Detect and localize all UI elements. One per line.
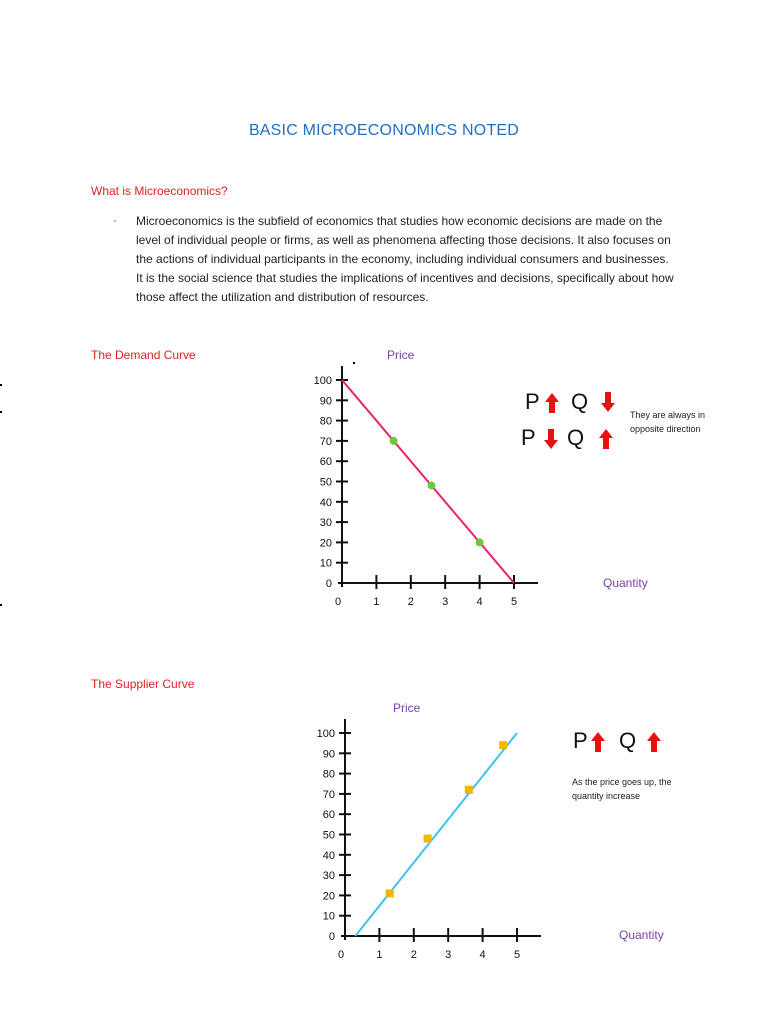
x-tick-label: 2 [410,949,417,961]
y-tick-label: 80 [322,768,335,781]
x-tick-label: 5 [513,949,521,961]
curve-line [355,733,517,936]
x-tick-label: 1 [376,949,383,961]
x-tick-label: 1 [373,596,380,608]
y-tick-label: 50 [322,829,335,842]
arrow-up-icon [647,732,661,752]
x-tick-label: 3 [445,949,452,961]
bullet-dash: - [113,213,117,227]
definition-paragraph: Microeconomics is the subfield of economics that studies how economic decisions are made on the level of individual people or firms, as well as phenomena affecting those decisions. It also focuses on the actions of individual participants in the economy, including individual consumers and businesses. It is the social science that studies the implications of incentives and decisions, specifically about how those affect the utilization and distribution of resources. [136,214,674,304]
y-tick-label: 100 [313,375,332,387]
demand-note: They are always in opposite direction [630,410,706,434]
y-tick-label: 60 [322,809,335,822]
margin-mark [0,384,2,386]
question-heading: What is Microeconomics? [91,184,228,198]
arrow-down-icon [601,392,615,412]
y-tick-label: 70 [319,435,332,448]
margin-mark [353,362,355,364]
y-tick-label: 60 [319,456,332,469]
y-tick-label: 10 [322,910,335,923]
demand-quantity-label: Quantity [603,576,648,590]
y-tick-label: 80 [319,415,332,428]
x-tick-label: 0 [334,596,342,608]
y-tick-label: 50 [319,476,332,489]
y-tick-label: 0 [328,931,335,943]
x-tick-label: 2 [407,596,414,608]
demand-heading: The Demand Curve [91,348,196,362]
y-tick-label: 100 [316,728,335,740]
demand-p-letter-2: P [521,425,536,450]
supply-q-letter: Q [619,728,637,753]
arrow-up-icon [599,429,613,449]
data-point [386,889,394,897]
demand-pq-symbols [515,385,625,455]
data-point [476,538,484,546]
data-point [465,786,473,794]
arrow-down-icon [544,429,558,449]
supply-chart [300,716,560,966]
y-tick-label: 20 [322,890,335,903]
supply-pq-symbols [565,722,675,762]
supply-quantity-label: Quantity [619,928,664,942]
demand-price-label: Price [387,348,415,362]
data-point [499,741,507,749]
y-tick-label: 30 [322,870,335,883]
data-point [427,482,435,490]
y-tick-label: 20 [319,537,332,550]
arrow-up-icon [591,732,605,752]
supply-price-label: Price [393,701,421,715]
x-tick-label: 5 [510,596,518,608]
x-tick-label: 4 [479,949,486,961]
y-tick-label: 0 [325,578,332,590]
data-point [424,835,432,843]
data-point [390,437,398,445]
supply-note: As the price goes up, the quantity increase [572,777,672,801]
curve-line [342,380,514,583]
y-tick-label: 40 [322,849,335,862]
y-tick-label: 40 [319,496,332,509]
y-tick-label: 90 [322,748,335,761]
y-tick-label: 70 [322,788,335,801]
supply-heading: The Supplier Curve [91,677,195,691]
x-tick-label: 3 [442,596,449,608]
supply-p-letter: P [573,728,588,753]
demand-p-letter-1: P [525,389,540,414]
x-tick-label: 4 [476,596,483,608]
demand-q-letter-2: Q [567,425,585,450]
x-tick-label: 0 [337,949,345,961]
demand-q-letter-1: Q [571,389,589,414]
y-tick-label: 30 [319,517,332,530]
y-tick-label: 90 [319,395,332,408]
y-tick-label: 10 [319,557,332,570]
margin-mark [0,411,2,413]
page-title: BASIC MICROECONOMICS NOTED [248,122,520,139]
arrow-up-icon [545,393,559,413]
margin-mark [0,604,2,606]
